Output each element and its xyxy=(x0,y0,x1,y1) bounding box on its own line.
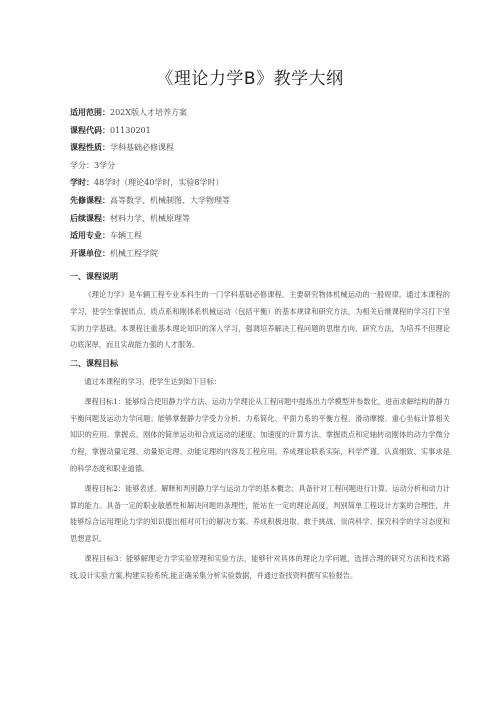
meta-label: 开课单位： xyxy=(70,248,110,258)
meta-label: 课程性质： xyxy=(70,143,110,153)
meta-label: 学分： xyxy=(70,160,94,170)
meta-value: 学科基础必修课程 xyxy=(110,143,174,153)
paragraph: 《理论力学》是车辆工程专业本科生的一门学科基础必修课程。主要研究物体机械运动的一般规律。通过本课程的学习，使学生掌握质点、质点系和刚体系机械运动（包括平衡）的基本规律和研究方法，为相关后继课程的学习打下坚实的力学基础。本课程注重基本理论知识的深入学习，强调培养解决工程问题的思维方向、研究方法，为培养不但理论功底深厚，而且实战能力强的人才服务。 xyxy=(70,290,450,350)
meta-value: 材料力学、机械原理等 xyxy=(110,213,190,223)
paragraph: 课程目标2：能够表述、解释和判别静力学与运动力学的基本概念；具备针对工程问题进行计算、运动分析和动力计算的能力。具备一定的职业敏感性和解决问题的条理性，能站在一定的理论高度，判别简单工程设计方案的合理性，并能够综合运用理论力学的知识提出相对可行的解决方案。养成积极进取、敢于挑战、崇尚科学、探究科学的学习态度和思想意识。 xyxy=(70,483,450,544)
meta-value: 202X版人才培养方案 xyxy=(110,108,187,117)
meta-hours xyxy=(70,174,450,192)
meta-value: 48学时（理论40学时，实验8学时） xyxy=(94,178,224,188)
meta-prerequisites xyxy=(70,192,450,210)
section-heading: 一、课程说明 xyxy=(70,272,118,281)
meta-value: 01130201 xyxy=(110,125,151,135)
meta-credits xyxy=(70,157,450,175)
paragraph: 通过本课程的学习，使学生达到如下目标： xyxy=(84,377,221,386)
meta-label: 后续课程： xyxy=(70,213,110,223)
meta-code xyxy=(70,122,450,140)
meta-followup xyxy=(70,210,450,228)
meta-value: 3学分 xyxy=(94,160,116,170)
meta-value: 机械工程学院 xyxy=(110,248,158,258)
meta-value: 车辆工程 xyxy=(110,231,142,241)
section-course-objectives xyxy=(70,357,450,585)
meta-value: 高等数学、机械制图、大学物理等 xyxy=(110,195,230,205)
meta-label: 学时： xyxy=(70,178,94,188)
meta-major xyxy=(70,227,450,245)
section-course-description xyxy=(70,270,450,354)
meta-label: 先修课程： xyxy=(70,195,110,205)
meta-label: 课程代码： xyxy=(70,125,110,135)
course-meta xyxy=(70,104,450,262)
paragraph: 课程目标3：能够解理论力学实验原理和实验方法，能够针对具体的理论力学问题，选择合理的研究方法和技术路线,设计实验方案,构建实验系统,能正确采集分析实验数据，并通过查找资料撰写实验报告。 xyxy=(70,553,450,580)
meta-label: 适用专业： xyxy=(70,231,110,241)
meta-scope xyxy=(70,104,450,122)
section-heading: 二、课程目标 xyxy=(70,359,118,368)
meta-unit xyxy=(70,245,450,263)
paragraph: 课程目标1：能够综合使用静力学方法、运动力学理论从工程问题中提炼出力学模型并参数化，进而求解结构的静力平衡问题及运动力学问题；能够掌握静力学受力分析、力系简化、平面力系的平衡方程、滑动摩擦、重心坐标计算相关知识的应用。掌握点、刚体的简单运动和合成运动的速度、加速度的计算方法、掌握质点和定轴转动刚体的动力学微分方程，掌握动量定理、动量矩定理、动能定理的内容及工程应用。养成理论联系实际，科学严谨、认真细致、实事求是的科学态度和职业道德。 xyxy=(70,396,450,473)
document-title: 《理论力学B》教学大纲 xyxy=(156,69,344,89)
meta-nature xyxy=(70,139,450,157)
meta-label: 适用范围： xyxy=(70,108,110,117)
